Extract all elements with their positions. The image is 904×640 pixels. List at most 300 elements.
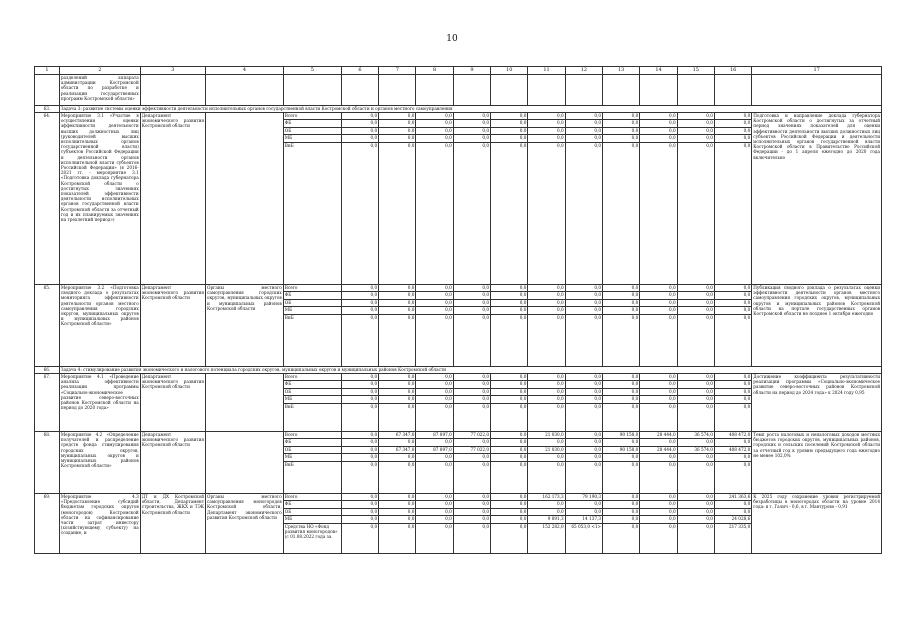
value-cell: 0,0 <box>454 454 490 461</box>
value-cell: 0,0 <box>379 381 415 388</box>
value-cell: 0,0 <box>528 381 564 388</box>
value-cell: 0,0 <box>603 494 639 501</box>
value-cell: 0,0 <box>379 299 415 306</box>
column-number: 7 <box>379 67 416 75</box>
value-column <box>453 374 490 432</box>
executor: Департамент экономического развития Костромской области <box>140 113 205 285</box>
value-cell: 0,0 <box>715 285 751 292</box>
column-number: 4 <box>206 67 284 75</box>
value-cell: 0,0 <box>416 501 452 508</box>
row-number: 68. <box>35 432 60 494</box>
value-column <box>640 113 677 285</box>
value-cell: 0,0 <box>566 113 602 120</box>
value-cell: 0,0 <box>566 432 602 439</box>
value-cell: 67 347,0 <box>379 432 415 439</box>
column-number: 12 <box>565 67 602 75</box>
value-cell: 0,0 <box>528 285 564 292</box>
carry-over-row <box>35 75 882 106</box>
measure-description: Мероприятие 4.3 «Предоставление субсидий бюджетам городских округов (моногородов) Костромской области на софинансирование части затрат инвестору (хозяйствующему субъекту) на создание, и <box>59 494 140 554</box>
value-cell: 0,0 <box>678 516 714 523</box>
column-number: 13 <box>603 67 640 75</box>
value-cell: 0,0 <box>454 299 490 306</box>
value-cell: 0,0 <box>416 113 452 120</box>
value-cell: 77 022,0 <box>454 446 490 453</box>
measure-row-67 <box>35 374 882 432</box>
value-cell: 0,0 <box>603 454 639 461</box>
value-cell: 0,0 <box>678 120 714 127</box>
value-column <box>603 374 640 432</box>
expected-result: К 2025 году сохранение уровня регистрируемой безработицы в моногородах области на уровне 2014 года: в г. Галич - 0,6, в г. Мантурово - 0,91 <box>752 494 882 554</box>
value-column <box>491 494 528 554</box>
value-cell: 0,0 <box>603 439 639 446</box>
value-cell: 0,0 <box>491 113 527 120</box>
value-cell: 0,0 <box>528 120 564 127</box>
value-cell: 0,0 <box>342 396 378 403</box>
row-number: 66. <box>35 367 60 374</box>
funding-source: ОБ <box>284 388 341 395</box>
value-cell: 0,0 <box>491 381 527 388</box>
value-column <box>714 285 751 367</box>
value-cell: 0,0 <box>454 381 490 388</box>
funding-source: ФБ <box>284 381 341 388</box>
value-cell: 0,0 <box>528 135 564 142</box>
funding-sources <box>283 432 341 494</box>
value-cell: 0,0 <box>528 396 564 403</box>
value-cell: 77 022,0 <box>454 432 490 439</box>
value-cell: 0,0 <box>603 501 639 508</box>
measure-description: Мероприятие 4.1 «Проведение анализа эффективности реализации программы «Социально-экономическое развитие северо-восточных районов Костромской области на период до 2020 года» <box>59 374 140 432</box>
value-cell: 0,0 <box>640 381 676 388</box>
value-cell: 0,0 <box>566 454 602 461</box>
column-number: 15 <box>677 67 714 75</box>
value-cell: 0,0 <box>640 292 676 299</box>
funding-source: МБ <box>284 307 341 314</box>
value-cell: 0,0 <box>715 292 751 299</box>
value-cell: 79 190,3 <box>566 494 602 501</box>
measure-row-68 <box>35 432 882 494</box>
value-cell: 0,0 <box>454 113 490 120</box>
value-cell: 65 053,0 <1> <box>571 523 602 529</box>
column-number: 16 <box>714 67 751 75</box>
value-cell: 0,0 <box>603 113 639 120</box>
value-cell: 0,0 <box>594 142 602 148</box>
value-cell: 0,0 <box>491 516 527 523</box>
value-cell: 0,0 <box>566 396 602 403</box>
task-3-row <box>35 106 882 113</box>
funding-source: МБ <box>284 396 341 403</box>
value-cell: 0,0 <box>491 120 527 127</box>
value-cell: 0,0 <box>528 388 564 395</box>
value-cell: 0,0 <box>491 388 527 395</box>
value-cell: 0,0 <box>678 381 714 388</box>
value-cell: 0,0 <box>640 299 676 306</box>
executor: Департамент экономического развития Костромской области <box>140 374 205 432</box>
funding-sources <box>283 374 341 432</box>
value-cell: 0,0 <box>678 113 714 120</box>
value-cell: 0,0 <box>603 516 639 523</box>
value-column <box>453 432 490 494</box>
value-cell: 0,0 <box>566 299 602 306</box>
value-cell: 0,0 <box>678 494 714 501</box>
value-cell: 0,0 <box>603 388 639 395</box>
value-cell: 0,0 <box>379 508 415 515</box>
value-column <box>677 113 714 285</box>
value-cell: 0,0 <box>640 135 676 142</box>
value-cell: 0,0 <box>454 516 490 523</box>
value-cell: 0,0 <box>491 135 527 142</box>
value-column <box>379 374 416 432</box>
value-cell: 28 444,0 <box>640 432 676 439</box>
funding-source: Всего <box>284 285 341 292</box>
value-cell: 0,0 <box>379 285 415 292</box>
measure-row-64 <box>35 113 882 285</box>
value-cell: 0,0 <box>491 292 527 299</box>
value-cell: 0,0 <box>407 523 415 529</box>
funding-source: Всего <box>284 432 341 439</box>
value-cell: 0,0 <box>743 314 751 320</box>
value-column <box>416 494 453 554</box>
value-cell: 21 030,0 <box>528 432 564 439</box>
value-cell: 0,0 <box>715 374 751 381</box>
value-cell: 152 282,0 <box>542 523 564 529</box>
column-number: 11 <box>528 67 565 75</box>
value-cell: 0,0 <box>528 454 564 461</box>
value-cell: 0,0 <box>370 314 378 320</box>
value-column <box>379 494 416 554</box>
value-cell: 0,0 <box>640 307 676 314</box>
value-cell: 0,0 <box>566 127 602 134</box>
participants <box>206 432 284 494</box>
value-column <box>714 374 751 432</box>
value-column <box>640 494 677 554</box>
value-cell: 0,0 <box>342 381 378 388</box>
value-cell: 0,0 <box>566 439 602 446</box>
value-cell: 0,0 <box>678 374 714 381</box>
value-cell: 0,0 <box>557 461 564 467</box>
value-cell: 0,0 <box>678 454 714 461</box>
value-cell: 0,0 <box>491 396 527 403</box>
budget-table-sheet <box>34 66 882 554</box>
value-cell: 0,0 <box>519 461 527 467</box>
value-cell: 0,0 <box>454 396 490 403</box>
value-cell: 0,0 <box>706 461 713 467</box>
funding-source: ФБ <box>284 120 341 127</box>
task-4-row <box>35 367 882 374</box>
measure-description: Мероприятие 3.2 «Подготовка сводного доклада о результатах мониторинга эффективности деятельности органов местного самоуправления городских округов, муниципальных округов и муниципальных районов Костромской области» <box>59 285 140 367</box>
measure-row-65 <box>35 285 882 367</box>
value-cell: 0,0 <box>342 508 378 515</box>
value-cell: 0,0 <box>566 285 602 292</box>
value-column <box>677 432 714 494</box>
value-cell: 0,0 <box>342 439 378 446</box>
value-cell: 0,0 <box>528 307 564 314</box>
value-cell: 0,0 <box>379 374 415 381</box>
value-cell: 0,0 <box>528 299 564 306</box>
column-number: 9 <box>453 67 490 75</box>
funding-source: ФБ <box>284 292 341 299</box>
value-cell: 0,0 <box>678 285 714 292</box>
funding-source: МБ <box>284 135 341 142</box>
value-cell: 0,0 <box>370 461 378 467</box>
value-cell: 0,0 <box>678 388 714 395</box>
value-cell: 0,0 <box>416 439 452 446</box>
column-number: 5 <box>283 67 341 75</box>
funding-source: ВнБ <box>284 403 294 409</box>
value-column <box>379 432 416 494</box>
funding-source: ОБ <box>284 127 341 134</box>
funding-source: ФБ <box>284 501 341 508</box>
task-title: Задача 4: стимулирование развития экономического и налогового потенциала городских округов, муниципальных округов и муниципальных районов Костромской области <box>59 367 881 374</box>
value-cell: 0,0 <box>640 454 676 461</box>
value-cell: 0,0 <box>640 516 676 523</box>
value-cell: 0,0 <box>454 388 490 395</box>
value-cell: 0,0 <box>715 501 751 508</box>
participants <box>206 113 284 285</box>
value-cell: 0,0 <box>416 292 452 299</box>
value-cell: 0,0 <box>445 314 452 320</box>
executor: Департамент экономического развития Костромской области <box>140 285 205 367</box>
value-column <box>341 113 378 285</box>
value-cell: 0,0 <box>379 113 415 120</box>
value-column <box>528 494 565 554</box>
column-number: 2 <box>59 67 140 75</box>
value-cell: 9 891,3 <box>528 516 564 523</box>
value-cell: 0,0 <box>454 494 490 501</box>
value-cell: 0,0 <box>342 307 378 314</box>
value-column <box>565 113 602 285</box>
value-cell: 0,0 <box>706 142 713 148</box>
value-cell: 0,0 <box>706 523 713 529</box>
value-cell: 0,0 <box>715 381 751 388</box>
value-cell: 0,0 <box>454 501 490 508</box>
value-cell: 0,0 <box>454 135 490 142</box>
value-cell: 0,0 <box>454 439 490 446</box>
value-cell: 0,0 <box>640 494 676 501</box>
measure-row-69 <box>35 494 882 554</box>
value-cell: 0,0 <box>528 439 564 446</box>
value-column <box>341 494 378 554</box>
value-cell: 0,0 <box>603 285 639 292</box>
funding-sources <box>283 285 341 367</box>
funding-source: ВнБ <box>284 142 294 148</box>
value-column <box>677 494 714 554</box>
value-cell: 0,0 <box>557 403 564 409</box>
value-cell: 0,0 <box>445 403 452 409</box>
value-cell: 0,0 <box>342 454 378 461</box>
value-cell: 0,0 <box>640 501 676 508</box>
expected-result: Достижение коэффициента результативности реализации программы «Социально-экономическое развитие северо-восточных районов Костромской области на период до 2024 года» к 2024 году 0,95 <box>752 374 882 432</box>
value-cell: 0,0 <box>631 403 639 409</box>
value-cell: 0,0 <box>715 135 751 142</box>
value-cell: 0,0 <box>603 396 639 403</box>
value-cell: 0,0 <box>640 374 676 381</box>
column-number: 8 <box>416 67 453 75</box>
value-column <box>603 494 640 554</box>
value-cell: 0,0 <box>445 142 452 148</box>
value-cell: 0,0 <box>631 142 639 148</box>
value-cell: 0,0 <box>566 388 602 395</box>
value-column <box>491 374 528 432</box>
funding-source: Средства НО «Фонд развития моногородов» (с 01.08.2022 года за <box>284 523 338 539</box>
value-cell: 0,0 <box>743 142 751 148</box>
row-number: 69. <box>35 494 60 554</box>
value-column <box>640 432 677 494</box>
value-cell: 0,0 <box>342 494 378 501</box>
value-column <box>416 374 453 432</box>
value-cell: 0,0 <box>603 120 639 127</box>
value-cell: 0,0 <box>416 307 452 314</box>
value-column <box>453 113 490 285</box>
value-cell: 0,0 <box>706 403 713 409</box>
value-cell: 0,0 <box>342 516 378 523</box>
value-column <box>565 432 602 494</box>
value-cell: 0,0 <box>528 113 564 120</box>
value-column <box>379 285 416 367</box>
value-cell: 162 173,3 <box>528 494 564 501</box>
value-cell: 90 158,0 <box>603 432 639 439</box>
value-column <box>528 285 565 367</box>
value-column <box>491 113 528 285</box>
value-cell: 0,0 <box>519 403 527 409</box>
value-column <box>714 113 751 285</box>
value-column <box>491 432 528 494</box>
value-cell: 0,0 <box>678 135 714 142</box>
value-cell: 0,0 <box>603 307 639 314</box>
value-cell: 0,0 <box>668 523 676 529</box>
value-cell: 0,0 <box>342 135 378 142</box>
value-cell: 0,0 <box>416 508 452 515</box>
value-cell: 0,0 <box>416 120 452 127</box>
value-cell: 0,0 <box>566 292 602 299</box>
carry-over-text: разделений аппарата администрации Костромской области по разработке и реализации государственных программ Костромской области» <box>59 75 140 106</box>
value-cell: 24 028,6 <box>715 516 751 523</box>
value-column <box>491 285 528 367</box>
value-column <box>714 494 751 554</box>
value-cell: 0,0 <box>603 381 639 388</box>
value-cell: 0,0 <box>528 127 564 134</box>
value-cell: 0,0 <box>715 388 751 395</box>
value-cell: 87 897,0 <box>416 432 452 439</box>
value-cell: 0,0 <box>640 388 676 395</box>
value-cell: 0,0 <box>528 292 564 299</box>
value-cell: 0,0 <box>603 127 639 134</box>
value-cell: 0,0 <box>519 523 527 529</box>
value-cell: 0,0 <box>678 501 714 508</box>
value-cell: 0,0 <box>454 285 490 292</box>
value-cell: 0,0 <box>640 439 676 446</box>
value-column <box>640 285 677 367</box>
value-cell: 0,0 <box>379 127 415 134</box>
expected-result: Темп роста налоговых и неналоговых доходов местных бюджетов городских округов, муниципальных районов, городских и сельских поселений Костромской области за отчетный год к уровню предыдущего года ежегодно не менее 102,0% <box>752 432 882 494</box>
value-column <box>341 285 378 367</box>
value-cell: 0,0 <box>491 127 527 134</box>
value-cell: 0,0 <box>416 135 452 142</box>
value-cell: 0,0 <box>342 299 378 306</box>
value-cell: 0,0 <box>416 374 452 381</box>
value-cell: 0,0 <box>407 403 415 409</box>
value-cell: 0,0 <box>678 396 714 403</box>
value-cell: 0,0 <box>519 314 527 320</box>
value-cell: 0,0 <box>566 501 602 508</box>
row-number: 67. <box>35 374 60 432</box>
value-column <box>528 374 565 432</box>
expected-result: Подготовка и направление доклада губернатора Костромской области о достигнутых за отчетный период значениях показателей для оценки эффективности деятельности высших должностных лиц субъектов Российской Федерации и деятельности исполнительных органов государственной власти Костромской области в Правительство Российской Федерации - до 1 апреля ежегодно до 2020 года включительно <box>752 113 882 285</box>
value-cell: 0,0 <box>491 299 527 306</box>
participants: Органы местного самоуправления городских округов, муниципальных округов и муниципальных районов Костромской области <box>206 285 284 367</box>
funding-source: Всего <box>284 374 341 381</box>
value-cell: 0,0 <box>342 501 378 508</box>
value-cell: 0,0 <box>631 461 639 467</box>
value-column <box>528 432 565 494</box>
value-column <box>565 285 602 367</box>
value-cell: 0,0 <box>715 439 751 446</box>
value-cell: 0,0 <box>557 314 564 320</box>
value-cell: 0,0 <box>640 396 676 403</box>
value-cell: 0,0 <box>491 285 527 292</box>
value-column <box>565 494 602 554</box>
value-cell: 0,0 <box>454 120 490 127</box>
value-cell: 0,0 <box>454 508 490 515</box>
executor: Департамент экономического развития Костромской области <box>140 432 205 494</box>
value-cell: 0,0 <box>603 299 639 306</box>
value-cell: 0,0 <box>706 314 713 320</box>
value-cell: 0,0 <box>342 292 378 299</box>
row-number: 63. <box>35 106 60 113</box>
funding-source: МБ <box>284 454 341 461</box>
value-column <box>677 285 714 367</box>
value-cell: 0,0 <box>715 113 751 120</box>
value-cell: 0,0 <box>594 461 602 467</box>
value-cell: 36 574,0 <box>678 446 714 453</box>
value-cell: 0,0 <box>342 446 378 453</box>
funding-source: ОБ <box>284 446 341 453</box>
value-cell: 0,0 <box>454 374 490 381</box>
value-cell: 0,0 <box>370 523 378 529</box>
row-number: 65. <box>35 285 60 367</box>
funding-source: ФБ <box>284 439 341 446</box>
value-column <box>528 113 565 285</box>
value-cell: 0,0 <box>370 142 378 148</box>
value-cell: 0,0 <box>416 494 452 501</box>
value-cell: 87 897,0 <box>416 446 452 453</box>
value-column <box>416 113 453 285</box>
value-cell: 0,0 <box>566 508 602 515</box>
value-cell: 0,0 <box>379 388 415 395</box>
value-cell: 0,0 <box>640 285 676 292</box>
value-column <box>453 494 490 554</box>
funding-source: ВнБ <box>284 314 294 320</box>
value-cell: 0,0 <box>491 432 527 439</box>
value-column <box>416 432 453 494</box>
value-column <box>379 113 416 285</box>
value-cell: 0,0 <box>743 461 751 467</box>
value-cell: 0,0 <box>379 439 415 446</box>
value-cell: 14 137,3 <box>566 516 602 523</box>
value-cell: 0,0 <box>566 381 602 388</box>
value-cell: 0,0 <box>557 142 564 148</box>
value-cell: 0,0 <box>715 396 751 403</box>
value-cell: 0,0 <box>678 127 714 134</box>
column-number-row <box>35 67 882 75</box>
value-cell: 0,0 <box>566 135 602 142</box>
value-cell: 0,0 <box>603 508 639 515</box>
value-cell: 0,0 <box>342 388 378 395</box>
value-cell: 0,0 <box>715 508 751 515</box>
funding-sources <box>283 494 341 554</box>
value-cell: 90 158,0 <box>603 446 639 453</box>
value-cell: 0,0 <box>668 461 676 467</box>
value-column <box>453 285 490 367</box>
